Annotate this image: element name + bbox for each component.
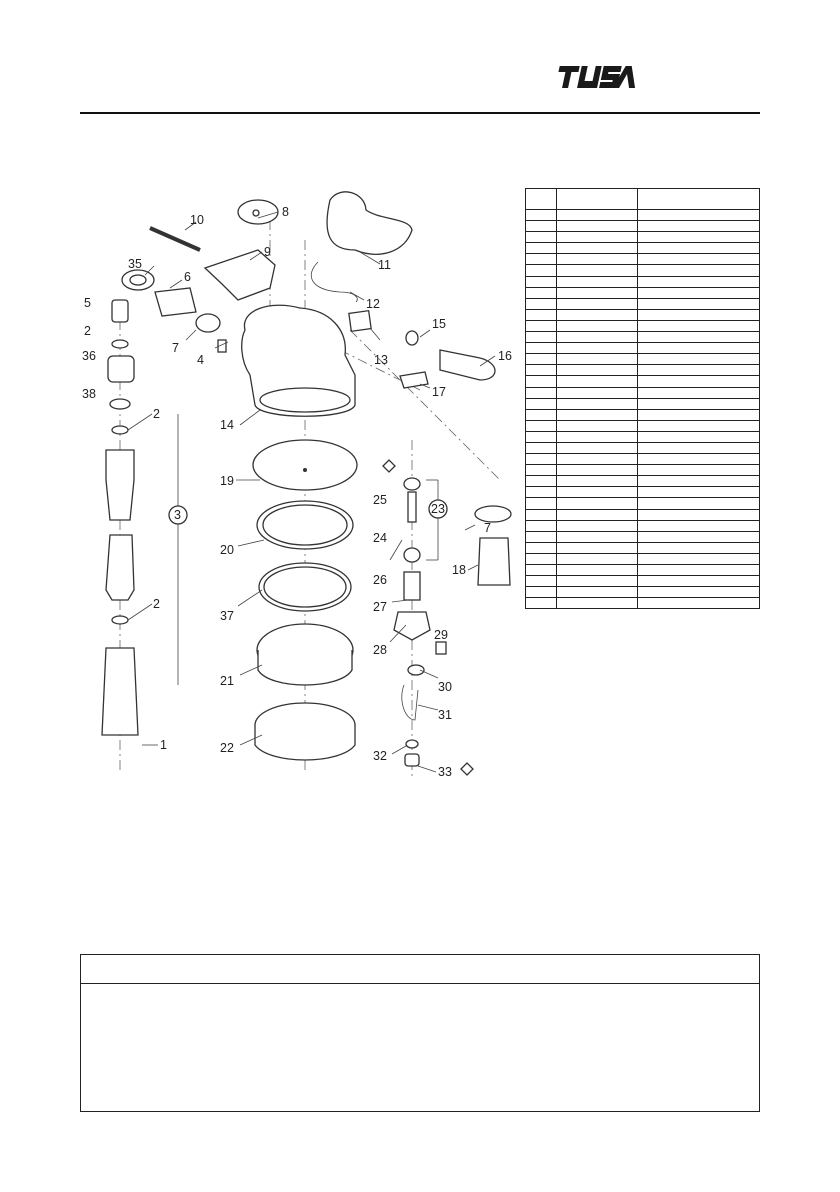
callout: 22 <box>220 741 234 755</box>
table-row <box>526 332 760 343</box>
table-row <box>526 265 760 276</box>
callout: 28 <box>373 643 387 657</box>
table-cell <box>638 243 760 254</box>
table-cell <box>638 265 760 276</box>
callout: 24 <box>373 531 387 545</box>
table-cell <box>638 420 760 431</box>
table-cell <box>638 465 760 476</box>
table-cell <box>638 565 760 576</box>
table-cell <box>526 376 557 387</box>
table-cell <box>638 476 760 487</box>
callout: 5 <box>84 296 91 310</box>
callout: 12 <box>366 297 380 311</box>
callout: 18 <box>452 563 466 577</box>
table-cell <box>526 365 557 376</box>
table-cell <box>638 598 760 609</box>
callout: 9 <box>264 245 271 259</box>
callout: 27 <box>373 600 387 614</box>
table-cell <box>638 509 760 520</box>
table-cell <box>557 354 638 365</box>
callout: 21 <box>220 674 234 688</box>
callout: 2 <box>153 407 160 421</box>
table-row <box>526 476 760 487</box>
table-cell <box>557 343 638 354</box>
table-cell <box>557 431 638 442</box>
table-cell <box>557 276 638 287</box>
table-cell <box>526 232 557 243</box>
table-cell <box>526 431 557 442</box>
callout: 1 <box>160 738 167 752</box>
callout: 2 <box>153 597 160 611</box>
callout: 7 <box>172 341 179 355</box>
table-cell <box>526 343 557 354</box>
header-rule <box>80 112 760 114</box>
table-row <box>526 465 760 476</box>
table-cell <box>638 531 760 542</box>
table-cell <box>526 487 557 498</box>
table-cell <box>638 276 760 287</box>
table-cell <box>526 576 557 587</box>
table-cell <box>526 210 557 221</box>
table-cell <box>557 298 638 309</box>
table-row <box>526 343 760 354</box>
table-row <box>526 454 760 465</box>
table-cell <box>557 520 638 531</box>
table-row <box>526 542 760 553</box>
table-row <box>526 254 760 265</box>
table-cell <box>638 398 760 409</box>
table-cell <box>557 309 638 320</box>
table-cell <box>557 454 638 465</box>
table-cell <box>557 243 638 254</box>
parts-list-body <box>526 210 760 609</box>
table-cell <box>638 298 760 309</box>
parts-list-table <box>525 188 760 609</box>
table-row <box>526 531 760 542</box>
table-cell <box>526 520 557 531</box>
callout: 20 <box>220 543 234 557</box>
table-cell <box>557 265 638 276</box>
table-cell <box>638 376 760 387</box>
callout: 31 <box>438 708 452 722</box>
table-row <box>526 576 760 587</box>
table-cell <box>526 298 557 309</box>
notes-box-header <box>81 955 759 984</box>
table-cell <box>557 565 638 576</box>
table-row <box>526 431 760 442</box>
table-cell <box>526 465 557 476</box>
table-row <box>526 498 760 509</box>
table-cell <box>526 542 557 553</box>
table-cell <box>638 409 760 420</box>
callout: 3 <box>174 508 181 522</box>
table-cell <box>526 476 557 487</box>
callout: 4 <box>197 353 204 367</box>
table-cell <box>526 254 557 265</box>
table-cell <box>557 320 638 331</box>
table-row <box>526 298 760 309</box>
table-cell <box>557 598 638 609</box>
callout: 37 <box>220 609 234 623</box>
table-cell <box>557 287 638 298</box>
table-cell <box>526 420 557 431</box>
table-cell <box>638 387 760 398</box>
table-row <box>526 442 760 453</box>
table-cell <box>526 354 557 365</box>
table-cell <box>638 354 760 365</box>
table-row <box>526 365 760 376</box>
table-row <box>526 520 760 531</box>
table-row <box>526 221 760 232</box>
callout: 11 <box>378 258 391 272</box>
table-cell <box>557 487 638 498</box>
callout: 33 <box>438 765 452 779</box>
table-cell <box>526 265 557 276</box>
table-row <box>526 565 760 576</box>
table-row <box>526 409 760 420</box>
table-cell <box>638 542 760 553</box>
table-cell <box>638 254 760 265</box>
callout: 6 <box>184 270 191 284</box>
table-row <box>526 553 760 564</box>
table-cell <box>526 398 557 409</box>
callout: 23 <box>431 502 445 516</box>
callout: 16 <box>498 349 512 363</box>
table-cell <box>557 420 638 431</box>
table-row <box>526 354 760 365</box>
table-cell <box>526 243 557 254</box>
callout: 14 <box>220 418 234 432</box>
table-cell <box>638 332 760 343</box>
callout: 25 <box>373 493 387 507</box>
callout: 17 <box>432 385 446 399</box>
table-row <box>526 276 760 287</box>
callout: 13 <box>374 353 388 367</box>
callout: 38 <box>82 387 96 401</box>
table-cell <box>638 343 760 354</box>
table-cell <box>557 553 638 564</box>
table-cell <box>638 232 760 243</box>
table-row <box>526 420 760 431</box>
table-cell <box>526 442 557 453</box>
table-row <box>526 509 760 520</box>
table-cell <box>557 542 638 553</box>
table-cell <box>526 276 557 287</box>
exploded-parts-diagram <box>0 180 520 800</box>
callout: 2 <box>84 324 91 338</box>
table-cell <box>638 320 760 331</box>
table-cell <box>638 365 760 376</box>
callout: 29 <box>434 628 448 642</box>
table-cell <box>638 487 760 498</box>
table-cell <box>557 210 638 221</box>
table-cell <box>526 387 557 398</box>
table-cell <box>557 465 638 476</box>
table-row <box>526 210 760 221</box>
table-cell <box>557 587 638 598</box>
table-cell <box>526 332 557 343</box>
table-cell <box>557 221 638 232</box>
table-cell <box>526 309 557 320</box>
callout: 32 <box>373 749 387 763</box>
table-cell <box>638 553 760 564</box>
table-cell <box>638 309 760 320</box>
table-cell <box>526 531 557 542</box>
table-row <box>526 309 760 320</box>
table-cell <box>526 509 557 520</box>
table-cell <box>557 476 638 487</box>
table-cell <box>557 387 638 398</box>
callout: 19 <box>220 474 234 488</box>
table-cell <box>557 509 638 520</box>
table-cell <box>638 587 760 598</box>
table-cell <box>526 287 557 298</box>
table-cell <box>526 587 557 598</box>
table-row <box>526 320 760 331</box>
table-cell <box>557 376 638 387</box>
table-cell <box>526 320 557 331</box>
table-cell <box>557 365 638 376</box>
table-row <box>526 387 760 398</box>
table-row <box>526 376 760 387</box>
table-cell <box>557 498 638 509</box>
table-row <box>526 598 760 609</box>
callout: 30 <box>438 680 452 694</box>
table-header-row <box>526 189 760 210</box>
table-row <box>526 232 760 243</box>
table-cell <box>526 409 557 420</box>
table-row <box>526 398 760 409</box>
callout: 15 <box>432 317 446 331</box>
table-cell <box>557 409 638 420</box>
table-cell <box>557 232 638 243</box>
table-cell <box>526 221 557 232</box>
notes-box <box>80 954 760 1112</box>
table-cell <box>526 598 557 609</box>
table-cell <box>638 576 760 587</box>
table-cell <box>557 442 638 453</box>
table-cell <box>638 221 760 232</box>
table-cell <box>638 431 760 442</box>
table-cell <box>557 576 638 587</box>
callout: 7 <box>484 521 491 535</box>
table-cell <box>557 531 638 542</box>
callout: 35 <box>128 257 142 271</box>
table-cell <box>638 498 760 509</box>
table-cell <box>526 454 557 465</box>
table-cell <box>638 210 760 221</box>
table-cell <box>638 442 760 453</box>
callout: 10 <box>190 213 204 227</box>
callout: 8 <box>282 205 289 219</box>
table-cell <box>638 454 760 465</box>
table-cell <box>526 553 557 564</box>
table-cell <box>557 398 638 409</box>
table-cell <box>526 498 557 509</box>
table-row <box>526 587 760 598</box>
table-cell <box>526 565 557 576</box>
table-cell <box>557 332 638 343</box>
table-cell <box>557 254 638 265</box>
table-row <box>526 287 760 298</box>
table-row <box>526 487 760 498</box>
callout: 36 <box>82 349 96 363</box>
tusa-logo <box>555 60 635 94</box>
table-row <box>526 243 760 254</box>
callout: 26 <box>373 573 387 587</box>
table-cell <box>638 287 760 298</box>
table-cell <box>638 520 760 531</box>
